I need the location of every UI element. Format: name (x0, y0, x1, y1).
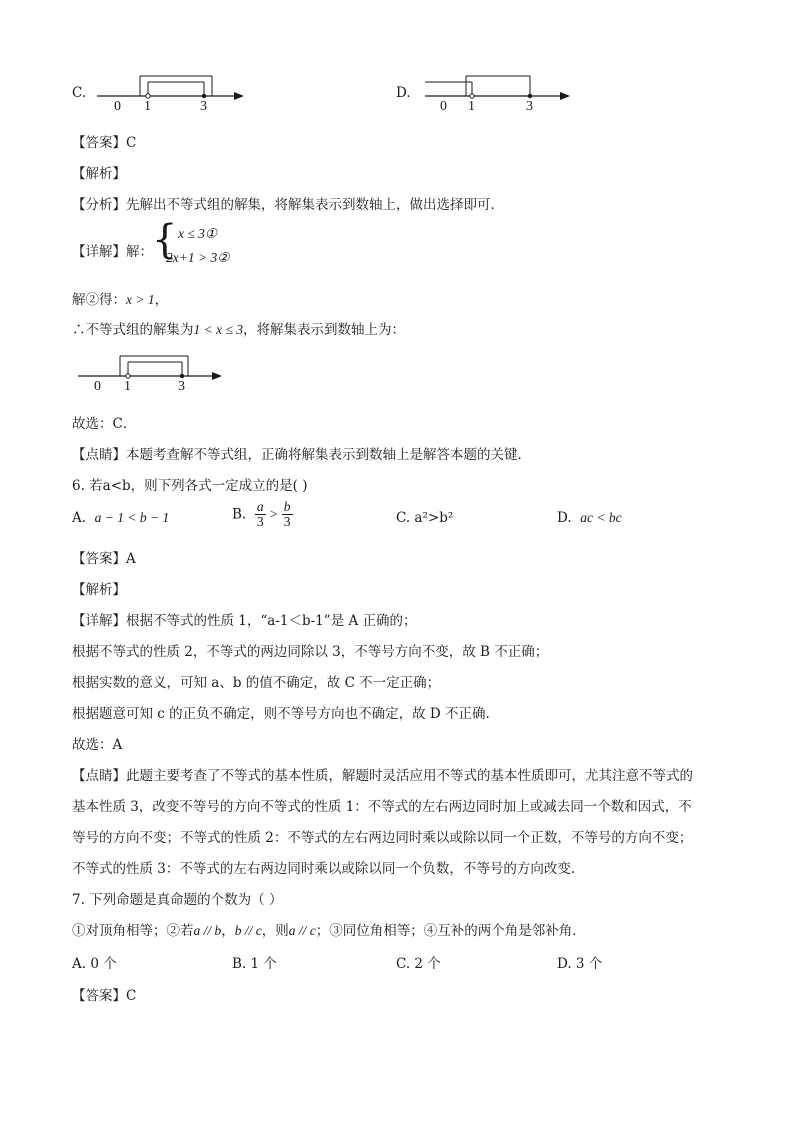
q5-analysis-heading: 【解析】 (72, 166, 126, 182)
option-d-label: D. (396, 85, 411, 101)
q6-option-c: C. a²>b² (396, 510, 454, 526)
q5-solve2: 解②得：x > 1， (72, 292, 169, 308)
q5-answer: 【答案】C (72, 135, 137, 151)
q6-choose: 故选：A (72, 737, 123, 753)
q6-detail-2: 根据不等式的性质 2，不等式的两边同除以 3，不等号方向不变，故 B 不正确； (72, 644, 549, 660)
q5-solution-number-line (74, 350, 234, 392)
q5-dianjing: 【点睛】本题考查解不等式组，正确将解集表示到数轴上是解答本题的关键． (72, 447, 531, 463)
q7-option-a: A. 0 个 (72, 956, 117, 972)
system-brace: { (152, 217, 178, 263)
q6-dianjing-2: 基本性质 3，改变不等号的方向不等式的性质 1：不等式的左右两边同时加上或减去同一个数和因式，不 (72, 799, 692, 815)
q6-answer: 【答案】A (72, 551, 136, 567)
inequality-1: x ≤ 3① (178, 226, 218, 241)
q7-option-c: C. 2 个 (396, 956, 441, 972)
svg-text:3: 3 (526, 99, 533, 112)
q6-dianjing-4: 不等式的性质 3：不等式的左右两边同时乘以或除以同一个负数，不等号的方向改变. (72, 861, 576, 877)
tick-label-0: 0 (114, 99, 121, 112)
q7-propositions: ①对顶角相等；②若a // b，b // c，则a // c；③同位角相等；④互补的两个角是邻补角． (72, 923, 586, 939)
q5-solution: ∴不等式组的解集为1 < x ≤ 3，将解集表示到数轴上为： (72, 322, 406, 338)
q7-option-b: B. 1 个 (232, 956, 277, 972)
q6-option-d: D. ac < bc (557, 510, 622, 526)
q5-fenxi: 【分析】先解出不等式组的解集，将解集表示到数轴上，做出选择即可． (72, 197, 504, 213)
option-c-number-line (92, 70, 252, 112)
q6-stem: 6. 若a<b，则下列各式一定成立的是( ) (72, 478, 308, 494)
svg-text:3: 3 (178, 379, 185, 392)
q6-detail-1: 【详解】根据不等式的性质 1，“a-1＜b-1”是 A 正确的； (72, 613, 417, 629)
q6-dianjing-1: 【点睛】此题主要考查了不等式的基本性质，解题时灵活应用不等式的基本性质即可，尤其注意不等式的 (72, 768, 693, 784)
q5-choose: 故选：C． (72, 416, 137, 432)
q6-option-b: B. $\frac{a}{3}$ > $\frac{b}{3}$ (232, 499, 291, 529)
q7-stem: 7. 下列命题是真命题的个数为（ ） (72, 892, 283, 908)
q6-option-a: A. a − 1 < b − 1 (72, 510, 170, 526)
svg-text:0: 0 (440, 99, 447, 112)
open-point-1 (146, 94, 150, 98)
svg-text:1: 1 (124, 379, 131, 392)
q6-dianjing-3: 等号的方向不变；不等式的性质 2：不等式的左右两边同时乘以或除以同一个正数，不等号的方向不变； (72, 830, 693, 846)
option-d-number-line (420, 70, 580, 112)
q5-xiangjie-prefix: 【详解】解： (72, 244, 153, 260)
tick-label-3: 3 (200, 99, 207, 112)
q6-detail-4: 根据题意可知 c 的正负不确定，则不等号方向也不确定，故 D 不正确. (72, 706, 490, 722)
q6-detail-3: 根据实数的意义，可知 a、b 的值不确定，故 C 不一定正确； (72, 675, 441, 691)
option-c-label: C. (72, 85, 87, 101)
inequality-2: 2x+1 > 3② (166, 250, 230, 265)
tick-label-1: 1 (144, 99, 151, 112)
q6-analysis-heading: 【解析】 (72, 582, 126, 598)
closed-point-3 (202, 94, 206, 98)
svg-text:0: 0 (94, 379, 101, 392)
q7-answer: 【答案】C (72, 988, 137, 1004)
svg-text:1: 1 (468, 99, 475, 112)
q7-option-d: D. 3 个 (557, 956, 603, 972)
